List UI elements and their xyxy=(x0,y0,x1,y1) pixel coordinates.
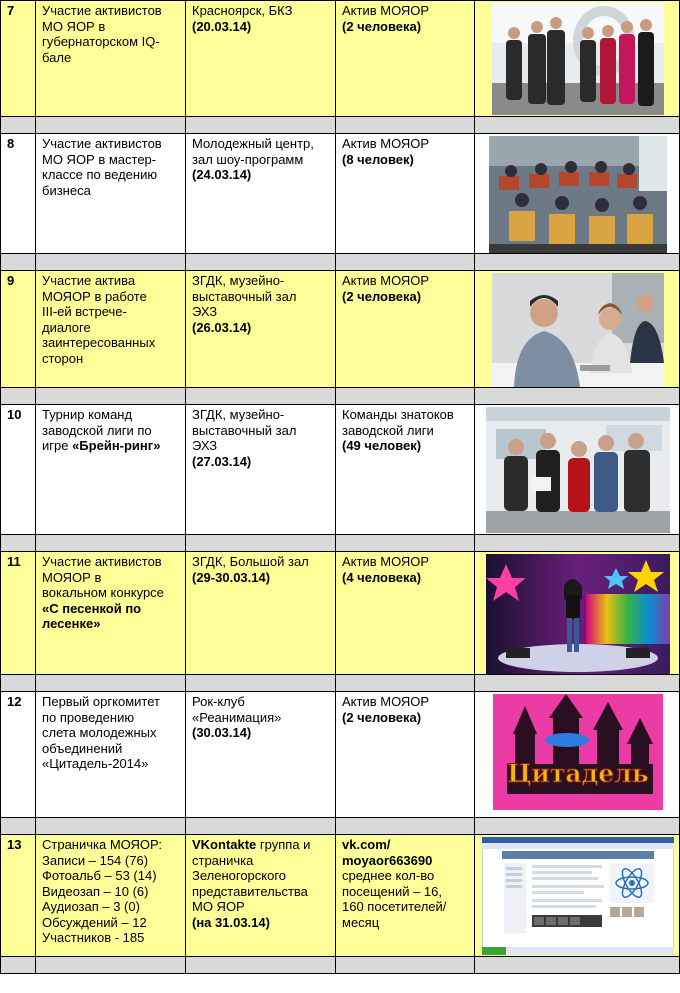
photo-team-icon xyxy=(486,407,670,533)
participants-cell: Команды знатоков заводской лиги (49 человек) xyxy=(336,405,475,535)
photo-audience-hall-icon xyxy=(489,136,667,253)
participants-cell: Актив МОЯОР (2 человека) xyxy=(336,271,475,388)
photo-cell xyxy=(475,1,680,117)
event-date: (24.03.14) xyxy=(192,167,252,182)
row-number: 11 xyxy=(1,552,36,675)
photo-cell xyxy=(475,405,680,535)
event-date: (27.03.14) xyxy=(192,453,252,469)
event-cell: Участие активистов МОЯОР в вокальном конкурсе «С песенкой по лесенке» xyxy=(36,552,186,675)
photo-cell xyxy=(475,134,680,254)
photo-cell xyxy=(475,835,680,957)
event-cell: Участие активистов МО ЯОР в мастер- классе по ведению бизнеса xyxy=(36,134,186,254)
event-title-highlight: «Брейн-ринг» xyxy=(72,438,161,453)
place-cell: Молодежный центр, зал шоу-программ (24.03.14) xyxy=(186,134,336,254)
place-cell: Красноярск, БКЗ (20.03.14) xyxy=(186,1,336,117)
vk-link: vk.com/ xyxy=(342,837,391,852)
event-date: (26.03.14) xyxy=(192,319,252,335)
event-cell: Участие актива МОЯОР в работе III-ей встрече- диалоге заинтересованных сторон xyxy=(36,271,186,388)
participants-cell: vk.com/ moyaor663690 среднее кол-во посещений – 16, 160 посетителей/ месяц xyxy=(336,835,475,957)
table-row xyxy=(1,552,680,675)
separator-row xyxy=(1,388,680,405)
row-number: 7 xyxy=(1,1,36,117)
vkontakte-label: VKontakte xyxy=(192,837,257,852)
place-cell: ЗГДК, музейно- выставочный зал ЭХЗ (26.03.14) xyxy=(186,271,336,388)
participants-cell: Актив МОЯОР (2 человека) xyxy=(336,692,475,818)
participants-cell: Актив МОЯОР (8 человек) xyxy=(336,134,475,254)
separator-row xyxy=(1,675,680,692)
place-cell: Рок-клуб «Реанимация» (30.03.14) xyxy=(186,692,336,818)
photo-group-gala-icon xyxy=(492,3,664,115)
table-row xyxy=(1,692,680,818)
separator-row xyxy=(1,957,680,974)
table-row xyxy=(1,134,680,254)
event-date: (30.03.14) xyxy=(192,725,252,740)
photo-singer-stage-icon xyxy=(486,554,670,674)
event-date: (20.03.14) xyxy=(192,18,252,34)
participant-count: (2 человека) xyxy=(342,709,422,725)
screenshot-vk-page-icon xyxy=(482,837,674,955)
photo-cell xyxy=(475,552,680,675)
participant-count: (2 человека) xyxy=(342,18,422,34)
row-number: 13 xyxy=(1,835,36,957)
event-title-highlight: «С песенкой по xyxy=(42,600,142,616)
photo-meeting-icon xyxy=(492,273,664,387)
photo-cell xyxy=(475,271,680,388)
row-number: 12 xyxy=(1,692,36,818)
table-row xyxy=(1,1,680,117)
photo-cell xyxy=(475,692,680,818)
table-row xyxy=(1,271,680,388)
poster-citadel-icon xyxy=(493,694,663,810)
participant-count: (2 человека) xyxy=(342,288,422,304)
event-date: (29-30.03.14) xyxy=(192,569,271,585)
participant-count: (8 человек) xyxy=(342,151,414,167)
row-number: 9 xyxy=(1,271,36,388)
table-row xyxy=(1,405,680,535)
row-number: 8 xyxy=(1,134,36,254)
participants-cell: Актив МОЯОР (4 человека) xyxy=(336,552,475,675)
separator-row xyxy=(1,117,680,134)
participant-count: (49 человек) xyxy=(342,438,422,453)
poster-title: Цитадель xyxy=(506,759,649,788)
participants-cell: Актив МОЯОР (2 человека) xyxy=(336,1,475,117)
place-cell: ЗГДК, Большой зал (29-30.03.14) xyxy=(186,552,336,675)
separator-row xyxy=(1,818,680,835)
separator-row xyxy=(1,535,680,552)
table-row xyxy=(1,835,680,957)
event-cell: Участие активистов МО ЯОР в губернаторском IQ- бале xyxy=(36,1,186,117)
participant-count: (4 человека) xyxy=(342,569,422,585)
event-date: (на 31.03.14) xyxy=(192,914,270,930)
event-cell: Первый оргкомитет по проведению слета молодежных объединений «Цитадель-2014» xyxy=(36,692,186,818)
separator-row xyxy=(1,254,680,271)
place-cell: VKontakte группа и страничка Зеленогорского представительства МО ЯОР (на 31.03.14) xyxy=(186,835,336,957)
place-cell: ЗГДК, музейно- выставочный зал ЭХЗ (27.03.14) xyxy=(186,405,336,535)
row-number: 10 xyxy=(1,405,36,535)
event-cell: Турнир команд заводской лиги по игре «Брейн-ринг» xyxy=(36,405,186,535)
event-cell: Страничка МОЯОР: Записи – 154 (76) Фотоальб – 53 (14) Видеозап – 10 (6) Аудиозап – 3 (0) Обсуждений – 12 Участников - 185 xyxy=(36,835,186,957)
